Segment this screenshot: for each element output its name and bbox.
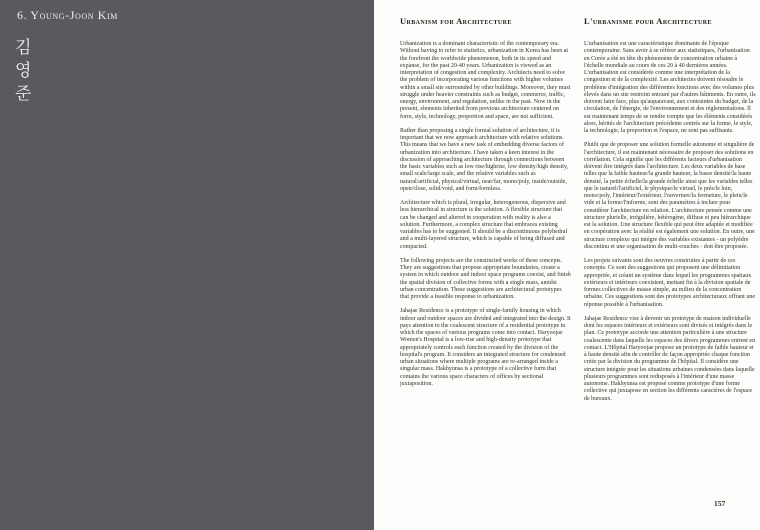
korean-character: 김 xyxy=(15,38,32,57)
french-text-column xyxy=(584,16,756,410)
english-text-column xyxy=(400,16,571,395)
korean-character: 준 xyxy=(15,84,32,103)
paragraph: Urbanization is a dominant characteristic of the contemporary era. Without having to refer to statistics, urbanization in Korea has been at the forefront the worldwide phenomenon, both in its speed and expanse, for the past 20-40 years. Urbanization is viewed as an interpretation of congestion and complexity. Architects need to solve the problem of incorporating various functions with higher volumes within a small site surrounded by other buildings. Moreover, they must struggle under heavier constraints such as budget, commerce, traffic, energy, environment, and regulation, unlike in the past. Now in the present, elements inherited from previous architecture centered on form, style, technology, proportion and space, are not sufficient. xyxy=(400,41,571,120)
paragraph: Jahajae Residence vise à devenir un prototype de maison individuelle dont les espaces intérieurs et extérieurs sont divisés et intégrés dans le plan. Ce prototype accorde une attention particulière à une structure coalescente dans laquelle les espaces des divers programmes entrent en contact. L'Hôpital Haryoojae propose un prototype de faible hauteur et à haute densité afin de contrôler de façon appropriée chaque fonction créée par la division du programme de l'hôpital. Il considère une structure intégrée pour les situations urbaines condensées dans laquelle plusieurs programmes sont redisposés à l'intérieur d'une masse autonome. Hakhyunsa est proposé comme prototype d'une forme collective qui juxtapose en section les différents caractères de l'espace de bureaux. xyxy=(584,315,756,402)
english-body-text xyxy=(400,41,571,388)
chapter-sidebar-panel xyxy=(0,0,374,530)
french-column-heading: L'urbanisme pour Architecture xyxy=(584,16,712,26)
french-body-text xyxy=(584,41,756,403)
chapter-title: 6. Young-Joon Kim xyxy=(17,8,118,22)
english-column-heading: Urbanism for Architecture xyxy=(400,16,512,26)
page-number: 157 xyxy=(714,499,726,508)
paragraph: Rather than proposing a single formal solution of architecture, it is important that we now approach architecture with relative solutions. This means that we have a new task of embedding diverse factors of urbanization into architecture. I have taken a keen interest in the discussion of approaching architecture through connections between the basic variables such as low rise/highrise, low density/high density, small scale/large scale, and the relative variables such as natural/artificial, physical/virtual, near/far, mono/poly, inside/outside, open/close, solid/void, and form/formless. xyxy=(400,127,569,192)
paragraph: Les projets suivants sont des oeuvres construites à partir de ces concepts. Ce sont des suggestions qui proposent une délimitation appropriée, et créant un système dans lequel les programmes spatiaux extérieurs et intérieurs coexistent, mettant fin à la division spatiale de formes collectives de masse simple, au milieu de la concentration urbaine. Ces suggestions sont des prototypes architecturaux offrant une réponse possible à l'urbanisation. xyxy=(584,258,756,308)
paragraph: The following projects are the constructed works of these concepts. They are suggestions that propose appropriate boundaries, create a system in which outdoor and indoor space programs coexist, and finish the spatial division of collective forms with a single mass, amidst urban concentration. These suggestions are architectural prototypes that provide a feasible response to urbanization. xyxy=(400,257,571,300)
paragraph: Architecture which is plural, irregular, heterogeneous, dispersive and less hierarchical in structure is the solution. A flexible structure that can be changed and altered in cooperation with reality is also a solution. Furthermore, a complex structure that embraces existing variables has to be suggested. It should be a discontinuous polyhedral and a multi-layered structure, which is capable of being diffused and compacted. xyxy=(400,200,568,250)
korean-character: 영 xyxy=(15,61,32,80)
author-name-korean-vertical xyxy=(15,36,31,105)
paragraph: L'urbanisation est une caractéristique dominante de l'époque contemporaine. Sans avoir à se référer aux statistiques, l'urbanisation en Corée a été en tête du phénomène de concentration urbaine à l'échelle mondiale au cours de ces 20 à 40 dernières années. L'urbanisation est considérée comme une interprétation de la congestion et de la complexité. Les architectes doivent résoudre le problème d'intégration des différentes fonctions avec des volumes plus élevés dans un site restreint entouré par d'autres bâtiments. En outre, ils doivent faire face, plus qu'auparavant, aux contraintes du budget, de la circulation, de l'énergie, de l'environnement et des règlementations. Il est maintenant temps de se rendre compte que les éléments considérés alors, hérités de l'architecture précédente centrés sur la forme, le style, la technologie, la proportion et l'espace, ne sont pas suffisants. xyxy=(584,41,756,134)
paragraph: Plutôt que de proposer une solution formelle autonome et singulière de l'architecture, il est maintenant nécessaire de proposer des solutions en corrélation. Cela signifie que les différents facteurs d'urbanisation doivent être intégrés dans l'architecture. Les deux variables de base telles que la faible hauteur/la grande hauteur, la basse densité/la haute densité, la petite échelle/la grande échelle ainsi que les variables telles que le naturel/l'artificiel, le physique/le virtuel, le près/le loin, mono/poly, l'intérieur/l'extérieur, l'ouverture/la fermeture, le plein/le vide et la forme/l'informe, sont des paramètres à inclure pour considérer l'architecture en relation. L'architecture pensée comme une structure plurielle, irrégulière, hétérogène, diffuse et peu hiérarchique est la solution. Une structure flexible qui peut être adaptée et modifiée en coopération avec la réalité est également une solution. En outre, une structure complexe qui intègre des variables existantes - un polyèdre discontinu et une organisation de multi-couches - doit être proposée. xyxy=(584,142,755,250)
paragraph: Jahajae Residence is a prototype of single-family housing in which indoor and outdoor spaces are divided and integrated into the design. It pays attention to the coalescent structure of a residential prototype in which the spaces of various programs come into contact. Haryoojae Women's Hospital is a low-rise and high-density prototype that appropriately controls each function created by the division of the hospital's program. It considers an integrated structure for condensed urban situations where multiple programs are re-arranged inside a singular mass. Hakhyunsa is a prototype of a collective form that contains the various space characters of offices by sectional juxtaposition. xyxy=(400,308,571,387)
